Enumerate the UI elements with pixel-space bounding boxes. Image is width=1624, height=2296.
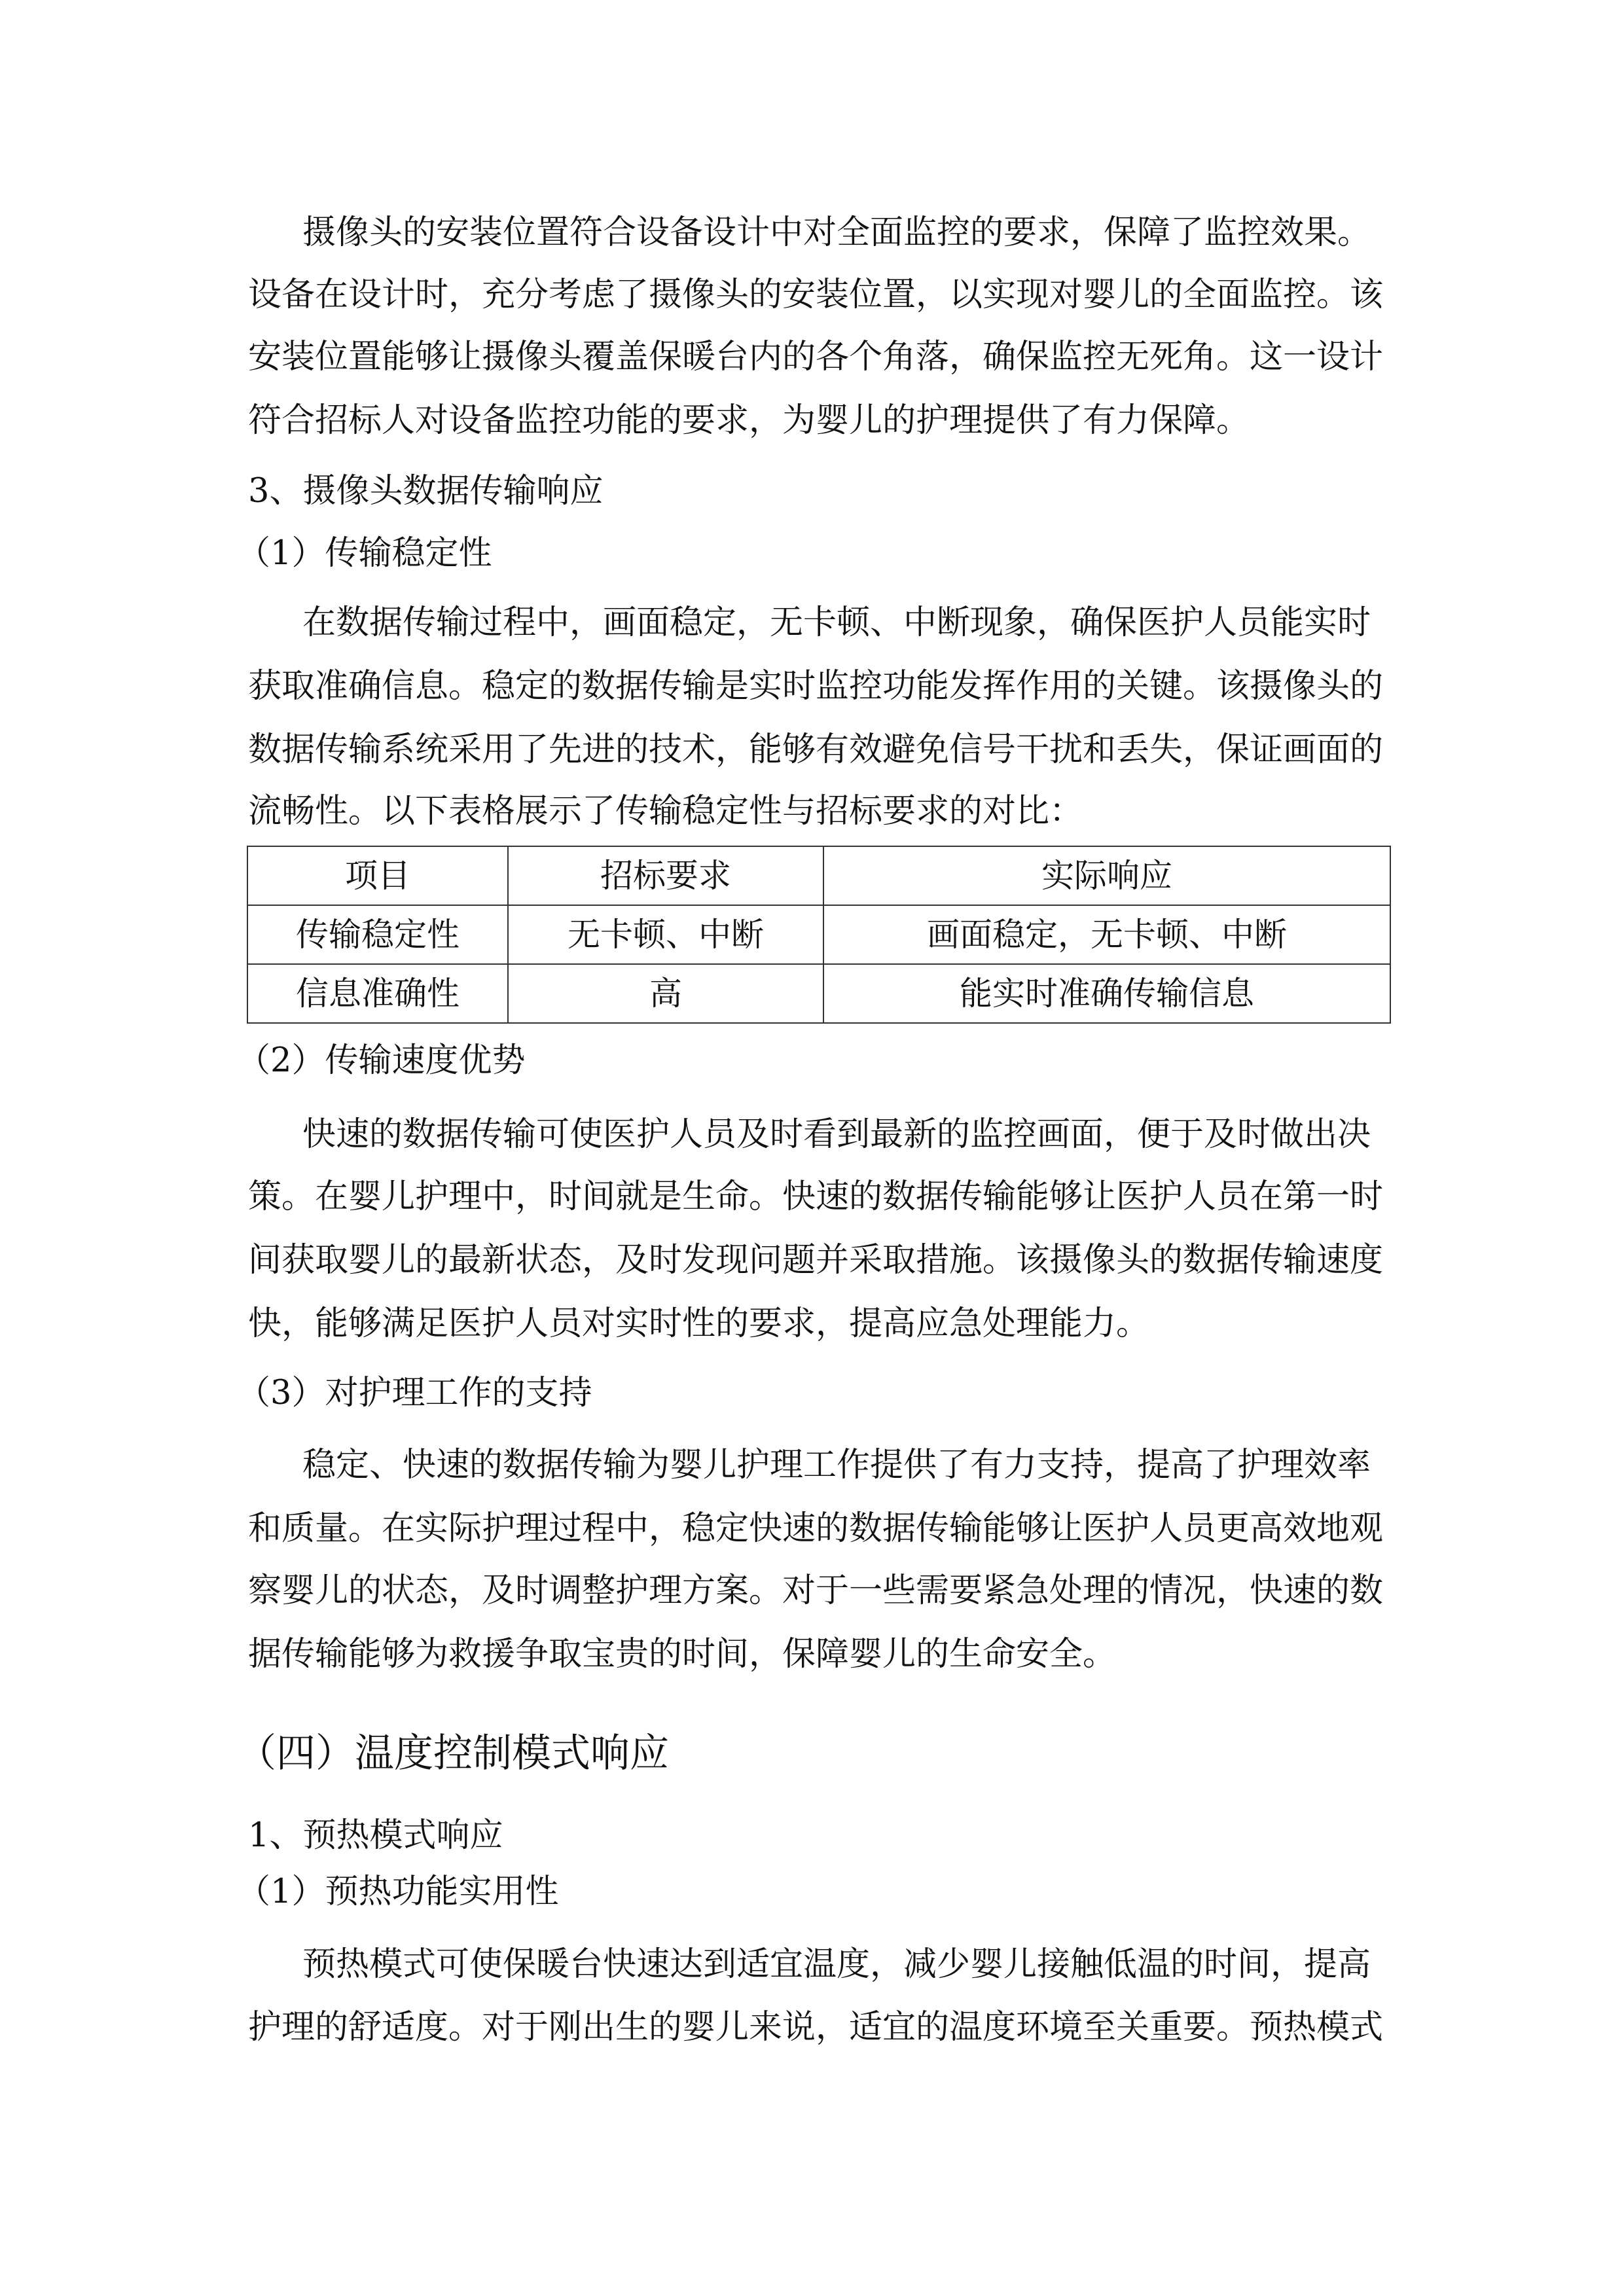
table-cell: 信息准确性 — [247, 964, 508, 1023]
table-header: 实际响应 — [823, 846, 1390, 905]
paragraph-line: 数据传输系统采用了先进的技术，能够有效避免信号干扰和丢失，保证画面的 — [248, 730, 1384, 769]
paragraph-line: 稳定、快速的数据传输为婴儿护理工作提供了有力支持，提高了护理效率 — [302, 1446, 1371, 1484]
paragraph-line: 策。在婴儿护理中，时间就是生命。快速的数据传输能够让医护人员在第一时 — [248, 1177, 1384, 1216]
subsection-heading: （2）传输速度优势 — [237, 1041, 526, 1080]
paragraph-line: 快速的数据传输可使医护人员及时看到最新的监控画面，便于及时做出决 — [302, 1115, 1371, 1154]
paragraph-line: 符合招标人对设备监控功能的要求，为婴儿的护理提供了有力保障。 — [248, 401, 1250, 440]
paragraph-line: 在数据传输过程中，画面稳定，无卡顿、中断现象，确保医护人员能实时 — [302, 603, 1371, 642]
subsection-heading: （3）对护理工作的支持 — [237, 1374, 592, 1412]
chapter-heading: （四）温度控制模式响应 — [237, 1731, 669, 1776]
subsection-heading: （1）预热功能实用性 — [237, 1873, 559, 1911]
table-row — [247, 964, 1390, 1023]
paragraph-line: 据传输能够为救援争取宝贵的时间，保障婴儿的生命安全。 — [248, 1635, 1117, 1674]
paragraph-line: 预热模式可使保暖台快速达到适宜温度，减少婴儿接触低温的时间，提高 — [302, 1945, 1371, 1984]
table-cell: 能实时准确传输信息 — [823, 964, 1390, 1023]
paragraph-line: 和质量。在实际护理过程中，稳定快速的数据传输能够让医护人员更高效地观 — [248, 1509, 1384, 1548]
paragraph-line: 间获取婴儿的最新状态，及时发现问题并采取措施。该摄像头的数据传输速度 — [248, 1241, 1384, 1280]
table-cell: 高 — [508, 964, 823, 1023]
section-heading: 3、摄像头数据传输响应 — [248, 472, 604, 511]
paragraph-line: 设备在设计时，充分考虑了摄像头的安装位置，以实现对婴儿的全面监控。该 — [248, 276, 1384, 314]
paragraph-line: 摄像头的安装位置符合设备设计中对全面监控的要求，保障了监控效果。 — [302, 213, 1371, 252]
table-header-row — [247, 846, 1390, 905]
paragraph-line: 获取准确信息。稳定的数据传输是实时监控功能发挥作用的关键。该摄像头的 — [248, 667, 1384, 706]
comparison-table — [247, 846, 1391, 1024]
paragraph-line: 流畅性。以下表格展示了传输稳定性与招标要求的对比： — [248, 792, 1083, 831]
paragraph-line: 安装位置能够让摄像头覆盖保暖台内的各个角落，确保监控无死角。这一设计 — [248, 338, 1384, 376]
table-row — [247, 905, 1390, 964]
table-cell: 画面稳定，无卡顿、中断 — [823, 905, 1390, 964]
table-header: 招标要求 — [508, 846, 823, 905]
paragraph-line: 快，能够满足医护人员对实时性的要求，提高应急处理能力。 — [248, 1304, 1150, 1343]
table-cell: 传输稳定性 — [247, 905, 508, 964]
subsection-heading: （1）传输稳定性 — [237, 534, 492, 573]
table-header: 项目 — [247, 846, 508, 905]
paragraph-line: 察婴儿的状态，及时调整护理方案。对于一些需要紧急处理的情况，快速的数 — [248, 1571, 1384, 1610]
table-cell: 无卡顿、中断 — [508, 905, 823, 964]
section-heading: 1、预热模式响应 — [248, 1816, 503, 1855]
paragraph-line: 护理的舒适度。对于刚出生的婴儿来说，适宜的温度环境至关重要。预热模式 — [248, 2008, 1384, 2047]
